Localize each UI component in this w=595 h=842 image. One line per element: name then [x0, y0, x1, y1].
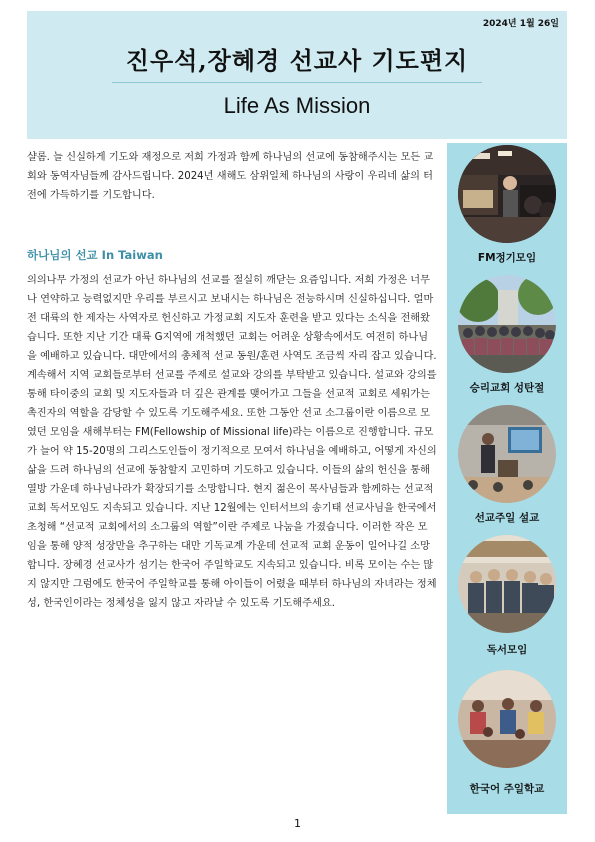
korean-sunday-school-photo: [458, 670, 556, 768]
header-divider: [112, 82, 482, 83]
section-body: 의의나무 가정의 선교가 아닌 하나님의 선교를 절실히 깨닫는 요즘입니다. 저희 가정은 너무나 연약하고 능력없지만 우리를 부르시고 보내시는 하나님은 전능하시며 신실하십니다. 얼마전 대륙의 한 제자는 사역자로 헌신하고 가정교회 지도자 훈련을 받고 있다는 소식을 전해왔습니다. 또한 지난 기간 대륙 G지역에 개척했던 교회는 어려운 상황속에서도 여전히 하나님을 예배하고 있습니다. 대만에서의 총체적 선교 동원/훈련 사역도 조금씩 자리 잡고 있습니다. 계속해서 지역 교회들로부터 선교를 주제로 설교와 강의를 부탁받고 있습니다. 설교와 강의를 통해 타이중의 교회 및 지도자들과 더 깊은 관계를 맺어가고 그들을 선교적 교회로 세워가는 촉진자의 역할을 감당할 수 있도록 기도해주세요. 또한 그동안 선교 소그룹이란 이름으로 모였던 모임을 새해부터는 FM(Fellowship of Missional life)라는 이름으로 진행합니다. 규모가 늘어 약 15-20명의 그리스도인들이 정기적으로 모여서 하나님을 예배하고, 어떻게 자신의 삶을 드려 하나님의 선교에 동참할지 고민하며 기도하고 있습니다. 이들의 삶의 헌신을 통해 열방 가운데 하나님나라가 확장되기를 소망합니다. 현지 젊은이 목사님들과 함께하는 선교적교회 독서모임도 지속되고 있습니다. 지난 12월에는 인터서브의 송기태 선교사님을 한국에서 초청해 “선교적 교회에서의 소그룹의 역할”이란 주제로 나눔을 가졌습니다. 이러한 작은 모임을 통해 양적 성장만을 추구하는 대만 기독교계 가운데 선교적 교회 운동이 일어나길 소망합니다. 장혜경 선교사가 섬기는 한국어 주일학교도 지속되고 있습니다. 비록 모이는 수는 많지 않지만 그럼에도 한국어 주일학교를 통해 아이들이 어렸을 때부터 하나님의 자녀라는 정체성, 한국인이라는 정체성을 잃지 않고 자라날 수 있도록 기도해주세요.: [27, 275, 437, 609]
intro-paragraph: 샬롬. 늘 신실하게 기도와 재정으로 저희 가정과 함께 하나님의 선교에 동참해주시는 모든 교회와 동역자님들께 감사드립니다. 2024년 새해도 삼위일체 하나님의 사랑이 우리네 삶의 터전에 가득하기를 기도합니다.: [27, 152, 434, 201]
letter-title: 진우석,장혜경 선교사 기도편지: [125, 46, 469, 75]
photo-caption: 선교주일 설교: [474, 512, 540, 524]
photo-caption: 한국어 주일학교: [469, 783, 545, 795]
mission-sunday-photo: [458, 405, 556, 503]
section-heading: 하나님의 선교 In Taiwan: [27, 248, 163, 262]
photo-caption: FM정기모임: [477, 252, 537, 264]
fm-meeting-photo: [458, 145, 556, 243]
photo-sidebar: [447, 143, 567, 814]
photo-caption: 승리교회 성탄절: [469, 382, 545, 394]
letter-header: [27, 11, 567, 139]
letter-date: 2024년 1월 26일: [482, 19, 559, 29]
page-number: 1: [294, 817, 301, 830]
photo-caption: 독서모임: [486, 644, 528, 656]
reading-group-photo: [458, 535, 556, 633]
church-christmas-photo: [458, 275, 556, 373]
main-column: [27, 148, 437, 613]
letter-subtitle: Life As Mission: [223, 93, 371, 118]
